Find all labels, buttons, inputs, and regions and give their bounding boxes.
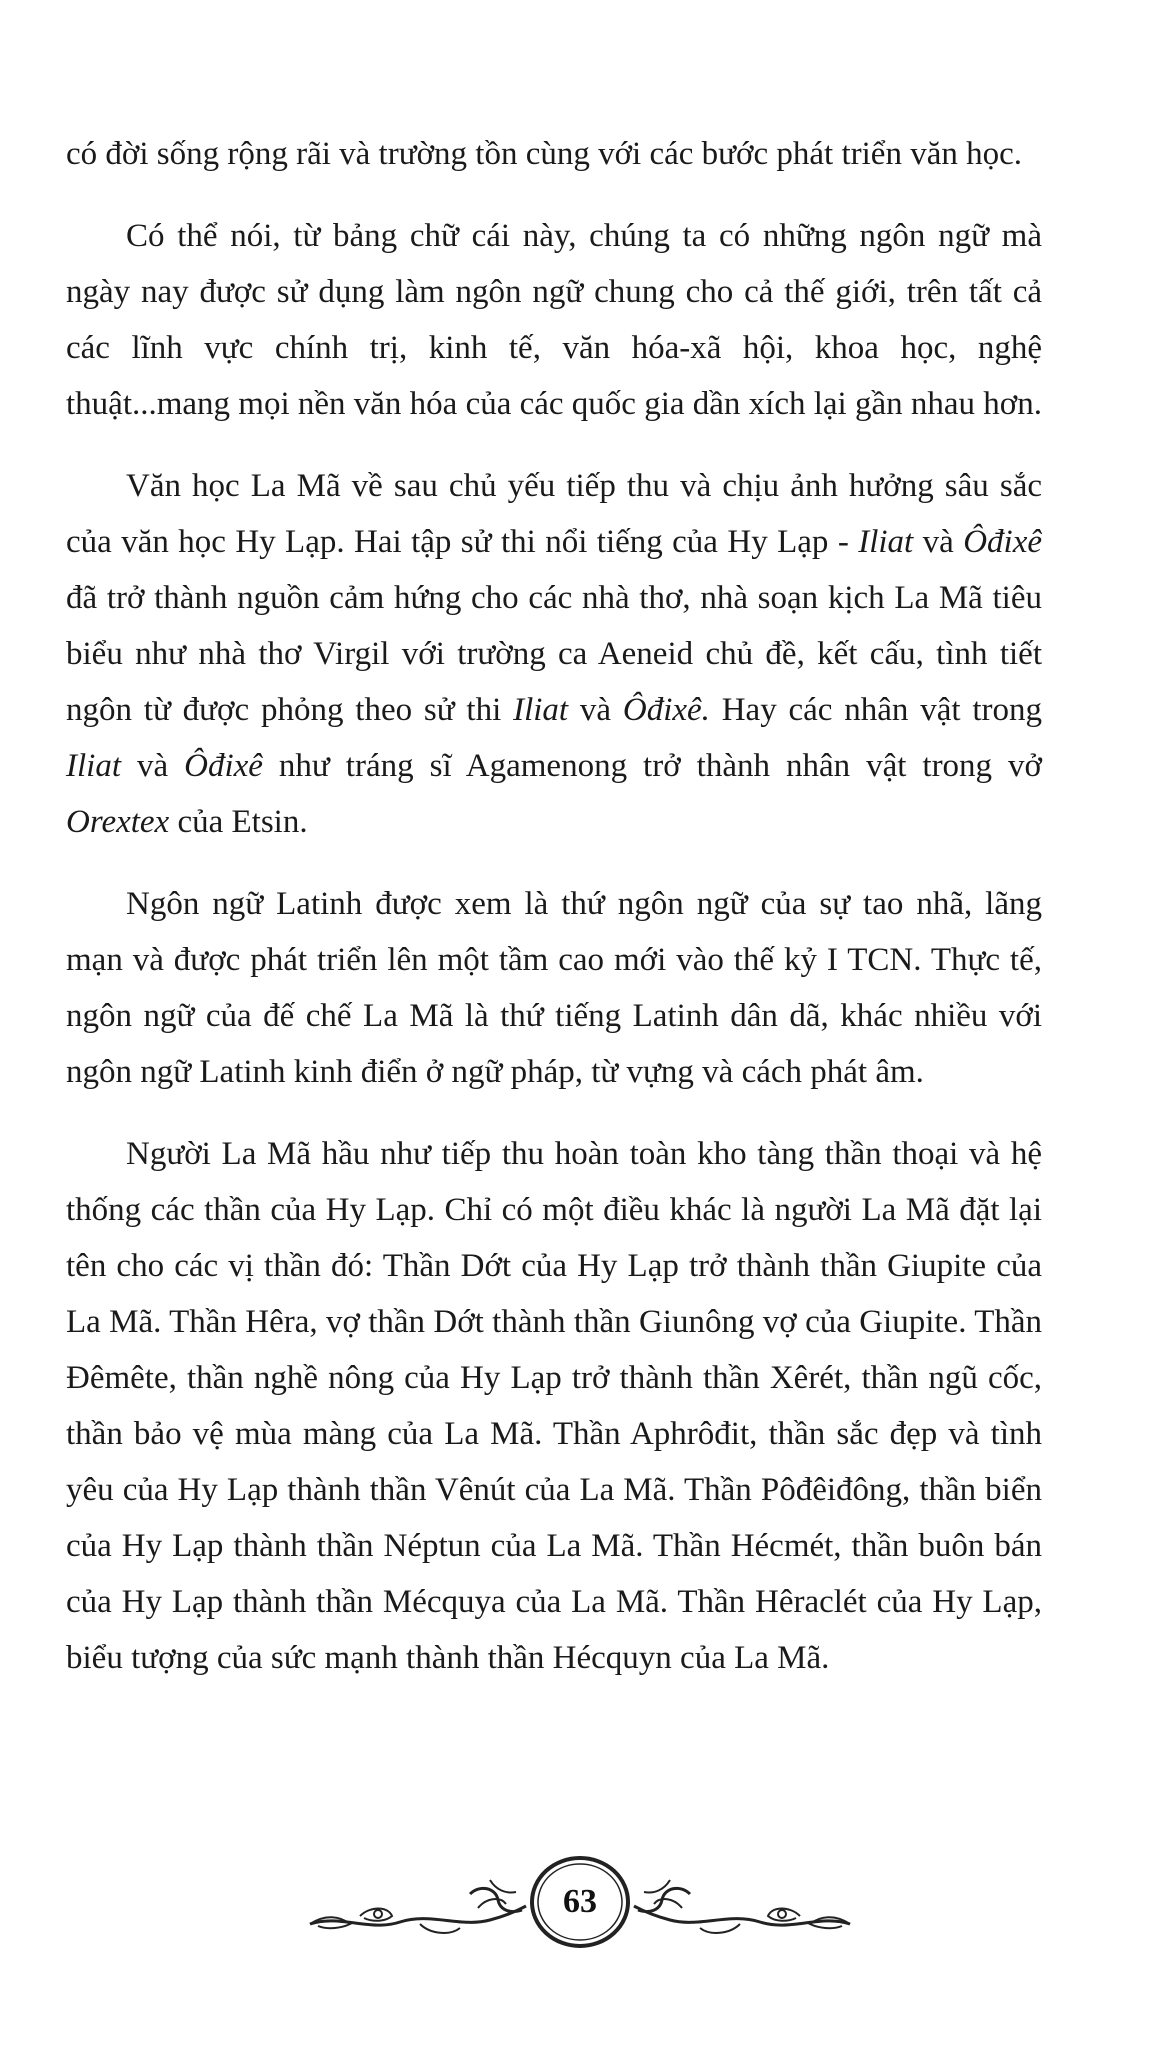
body-text (66, 126, 1042, 1712)
italic-title-text: Ôđixê. (622, 692, 710, 728)
paragraph-text: và (913, 524, 964, 560)
page-number: 63 (563, 1883, 597, 1920)
italic-title-text: Iliat (858, 524, 914, 560)
paragraph (66, 1126, 1042, 1686)
paragraph-text: Văn học La Mã về sau chủ yếu tiếp thu và chịu ảnh hưởng sâu sắc của văn học Hy Lạp. Hai tập sử thi nổi tiếng của Hy Lạp - (66, 468, 1042, 560)
italic-title-text: Iliat (513, 692, 569, 728)
italic-title-text: Iliat (66, 748, 121, 784)
paragraph-text: như tráng sĩ Agamenong trở thành nhân vật trong vở (262, 748, 1043, 784)
paragraph-text: Hay các nhân vật trong (709, 692, 1042, 728)
italic-title-text: Orextex (66, 804, 170, 840)
paragraph (66, 876, 1042, 1100)
paragraph (66, 126, 1042, 182)
italic-title-text: Ôđixê (963, 524, 1042, 560)
page-footer (300, 1854, 860, 1954)
paragraph (66, 458, 1042, 850)
paragraph-text: của Etsin. (169, 804, 308, 840)
paragraph-text: có đời sống rộng rãi và trường tồn cùng với các bước phát triển văn học. (66, 136, 1022, 172)
paragraph-text: và (121, 748, 185, 784)
paragraph (66, 208, 1042, 432)
paragraph-text: và (568, 692, 623, 728)
paragraph-text: Ngôn ngữ Latinh được xem là thứ ngôn ngữ của sự tao nhã, lãng mạn và được phát triển lên một tầm cao mới vào thế kỷ I TCN. Thực tế, ngôn ngữ của đế chế La Mã là thứ tiếng Latinh dân dã, khác nhiều với ngôn ngữ Latinh kinh điển ở ngữ pháp, từ vựng và cách phát âm. (66, 886, 1042, 1090)
paragraph-text: Có thể nói, từ bảng chữ cái này, chúng ta có những ngôn ngữ mà ngày nay được sử dụng làm ngôn ngữ chung cho cả thế giới, trên tất cả các lĩnh vực chính trị, kinh tế, văn hóa-xã hội, khoa học, nghệ thuật...mang mọi nền văn hóa của các quốc gia dần xích lại gần nhau hơn. (66, 218, 1042, 422)
paragraph-text: đã trở thành nguồn cảm hứng cho các nhà thơ, nhà soạn kịch La Mã tiêu biểu như nhà thơ Virgil với trường ca Aeneid chủ đề, kết cấu, tình tiết ngôn từ được phỏng theo sử thi (66, 580, 1042, 728)
italic-title-text: Ôđixê (184, 748, 263, 784)
paragraph-text: Người La Mã hầu như tiếp thu hoàn toàn kho tàng thần thoại và hệ thống các thần của Hy Lạp. Chỉ có một điều khác là người La Mã đặt lại tên cho các vị thần đó: Thần Dớt của Hy Lạp trở thành thần Giupite của La Mã. Thần Hêra, vợ thần Dớt thành thần Giunông vợ của Giupite. Thần Đêmête, thần nghề nông của Hy Lạp trở thành thần Xêrét, thần ngũ cốc, thần bảo vệ mùa màng của La Mã. Thần Aphrôđit, thần sắc đẹp và tình yêu của Hy Lạp thành thần Vênút của La Mã. Thần Pôđêiđông, thần biển của Hy Lạp thành thần Néptun của La Mã. Thần Hécmét, thần buôn bán của Hy Lạp thành thần Mécquya của La Mã. Thần Hêraclét của Hy Lạp, biểu tượng của sức mạnh thành thần Hécquyn của La Mã. (66, 1136, 1042, 1676)
